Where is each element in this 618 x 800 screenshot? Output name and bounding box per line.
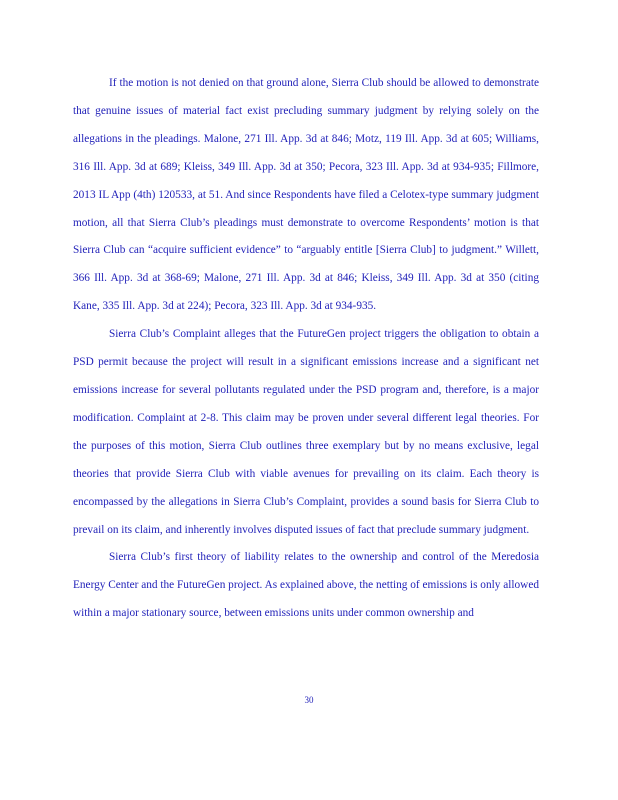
page-number: 30 — [304, 695, 314, 705]
paragraph-2: Sierra Club’s Complaint alleges that the FutureGen project triggers the obligation to obtain a PSD permit because the project will result in a significant emissions increase and a significant net emissions increase for several pollutants regulated under the PSD program and, therefore, is a major modification. Complaint at 2-8. This claim may be proven under several different legal theories. For the purposes of this motion, Sierra Club outlines three exemplary but by no means exclusive, legal theories that provide Sierra Club with viable avenues for prevailing on its claim. Each theory is encompassed by the allegations in Sierra Club’s Complaint, provides a sound basis for Sierra Club to prevail on its claim, and inherently involves disputed issues of fact that preclude summary judgment. — [73, 328, 539, 536]
paragraph-3: Sierra Club’s first theory of liability relates to the ownership and control of the Meredosia Energy Center and the FutureGen project. As explained above, the netting of emissions is only allowed within a major stationary source, between emissions units under common ownership and — [73, 551, 539, 620]
paragraph-1: If the motion is not denied on that ground alone, Sierra Club should be allowed to demonstrate that genuine issues of material fact exist precluding summary judgment by relying solely on the allegations in the pleadings. Malone, 271 Ill. App. 3d at 846; Motz, 119 Ill. App. 3d at 605; Williams, 316 Ill. App. 3d at 689; Kleiss, 349 Ill. App. 3d at 350; Pecora, 323 Ill. App. 3d at 934-935; Fillmore, 2013 IL App (4th) 120533, at 51. And since Respondents have filed a Celotex-type summary judgment motion, all that Sierra Club’s pleadings must demonstrate to overcome Respondents’ motion is that Sierra Club can “acquire sufficient evidence” to “arguably entitle [Sierra Club] to judgment.” Willett, 366 Ill. App. 3d at 368-69; Malone, 271 Ill. App. 3d at 846; Kleiss, 349 Ill. App. 3d at 350 (citing Kane, 335 Ill. App. 3d at 224); Pecora, 323 Ill. App. 3d at 934-935. — [73, 77, 539, 313]
body-text — [73, 70, 539, 628]
